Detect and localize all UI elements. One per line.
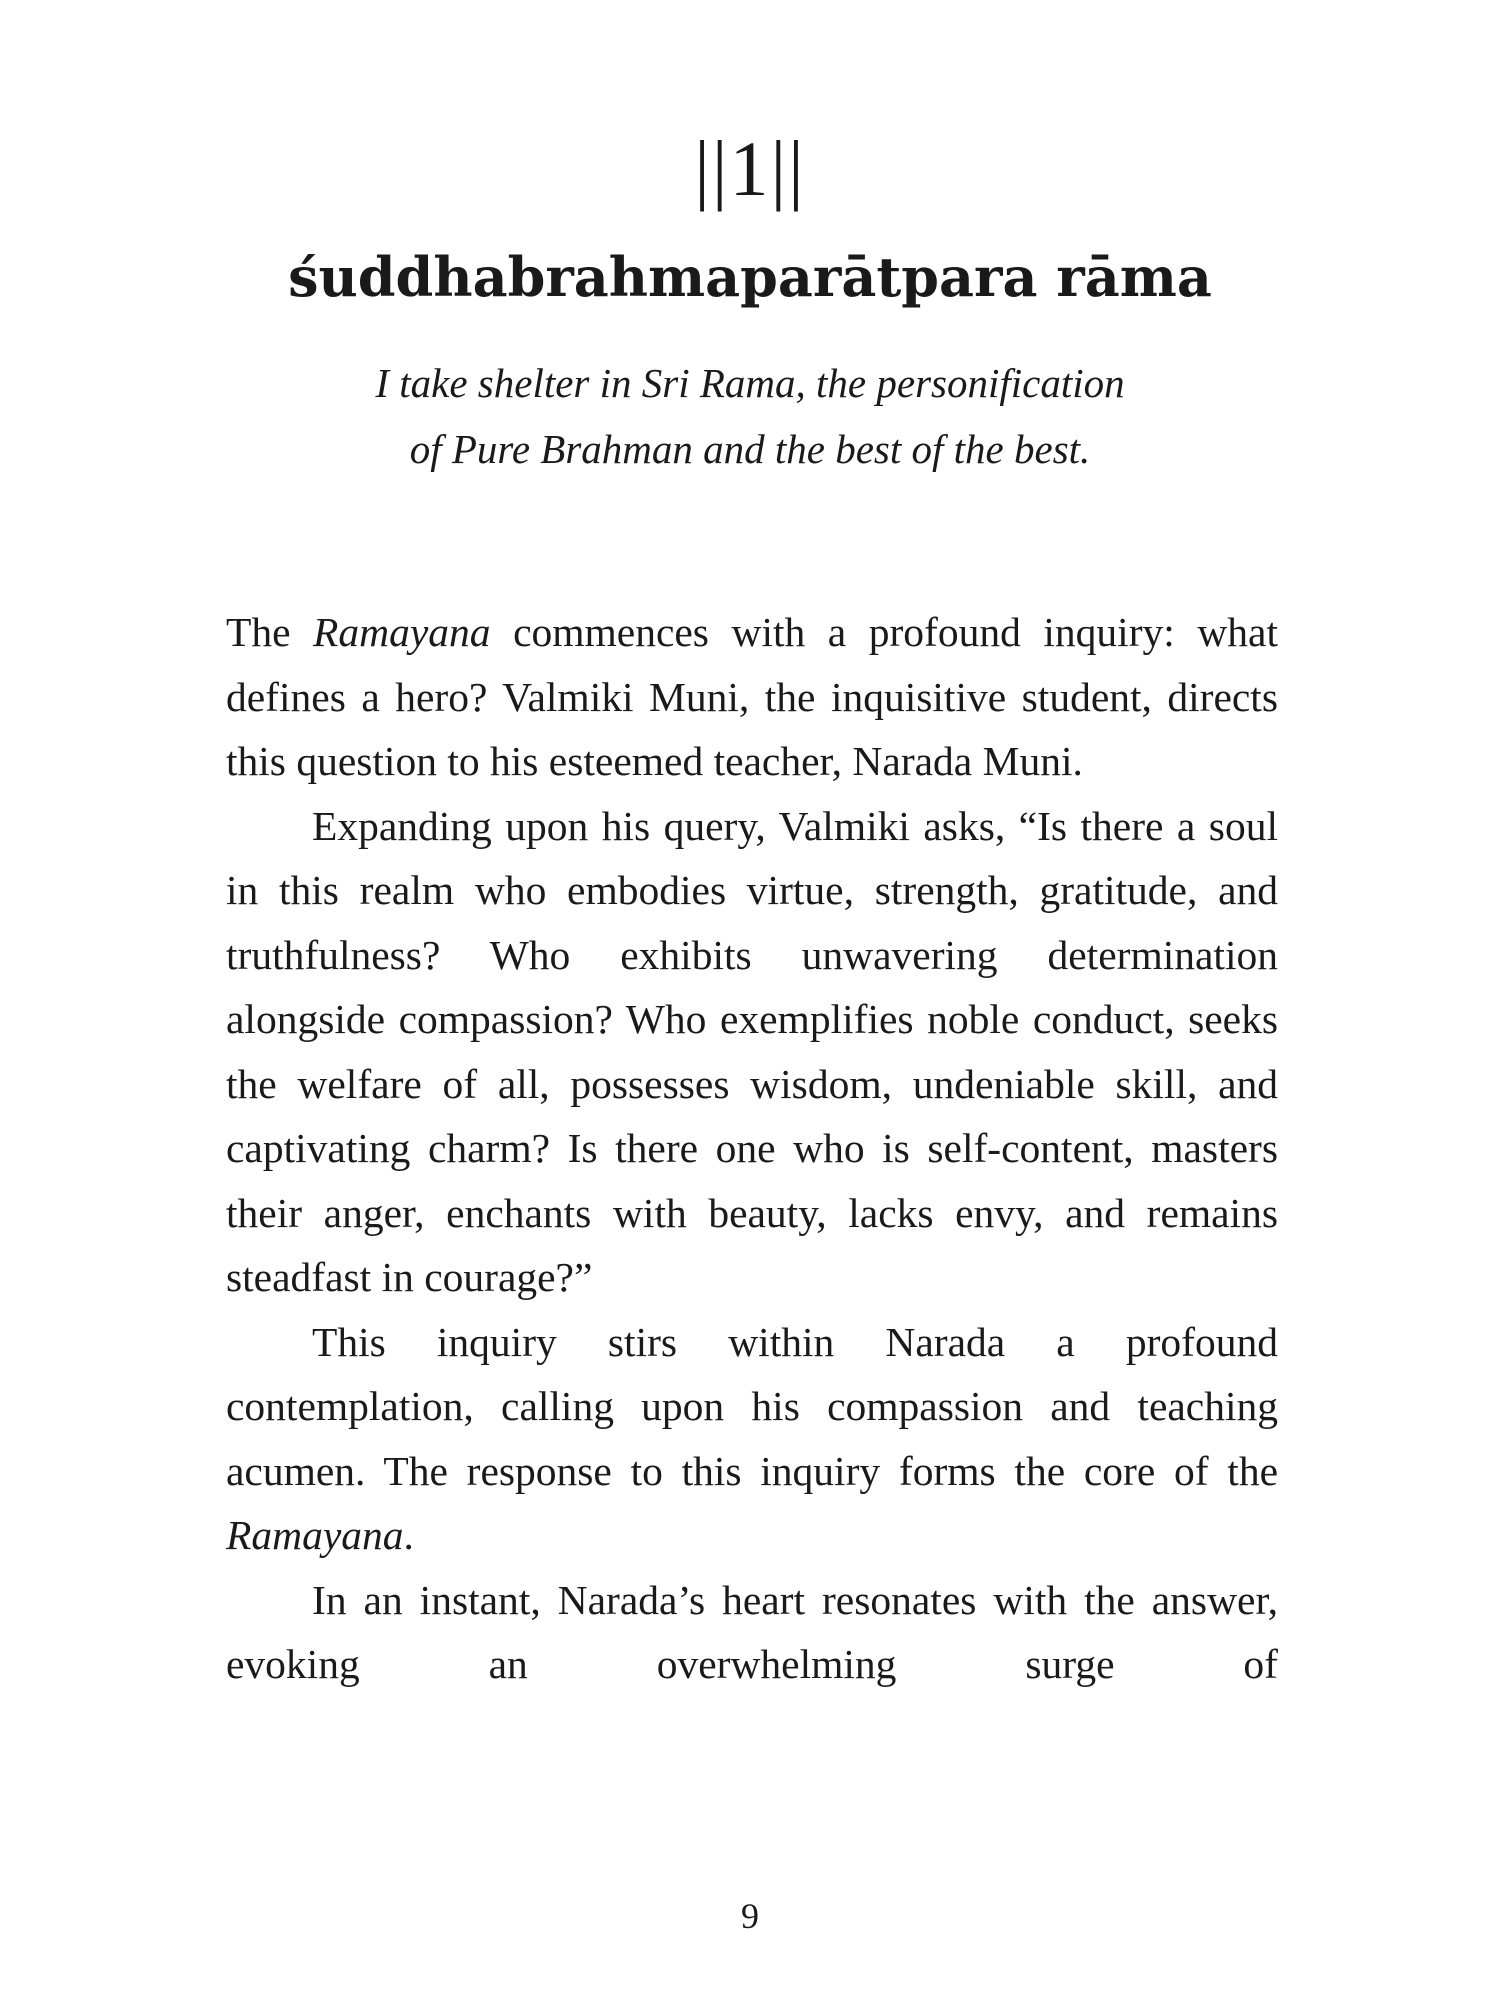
page-number: 9: [741, 1896, 759, 1936]
verse-translation: [0, 350, 1500, 482]
body-text: [226, 600, 1278, 1697]
translation-line-1: I take shelter in Sri Rama, the personification: [375, 360, 1125, 406]
verse-number: ||1||: [694, 125, 806, 212]
paragraph-4: In an instant, Narada’s heart resonates with the answer, evoking an overwhelming surge of: [226, 1576, 1278, 1687]
paragraph-3-end: .: [403, 1512, 414, 1558]
paragraph-1-intro: The: [226, 609, 314, 655]
paragraph-3-text: This inquiry stirs within Narada a profound contemplation, calling upon his compassion and teaching acumen. The response to this inquiry forms the core of the: [226, 1318, 1278, 1494]
paragraph-3-title-ref: Ramayana: [226, 1512, 404, 1558]
paragraph-1-rest: commences with a profound inquiry: what defines a hero? Valmiki Muni, the inquisitive student, directs this question to his esteemed teacher, Narada Muni.: [226, 609, 1278, 784]
paragraph-1: [226, 600, 1278, 794]
paragraph-1-title-ref: Ramayana: [313, 609, 491, 655]
paragraph-3: [226, 1310, 1278, 1568]
paragraph-2: Expanding upon his query, Valmiki asks, “Is there a soul in this realm who embodies virtue, strength, gratitude, and truthfulness? Who exhibits unwavering determination alongside compassion? Who exemplifies noble conduct, seeks the welfare of all, possesses wisdom, undeniable skill, and captivating charm? Is there one who is self-content, masters their anger, enchants with beauty, lacks envy, and remains steadfast in courage?”: [226, 802, 1278, 1300]
sanskrit-title: śuddhabrahmaparātpara rāma: [288, 245, 1212, 309]
translation-line-2: of Pure Brahman and the best of the best.: [409, 426, 1091, 472]
